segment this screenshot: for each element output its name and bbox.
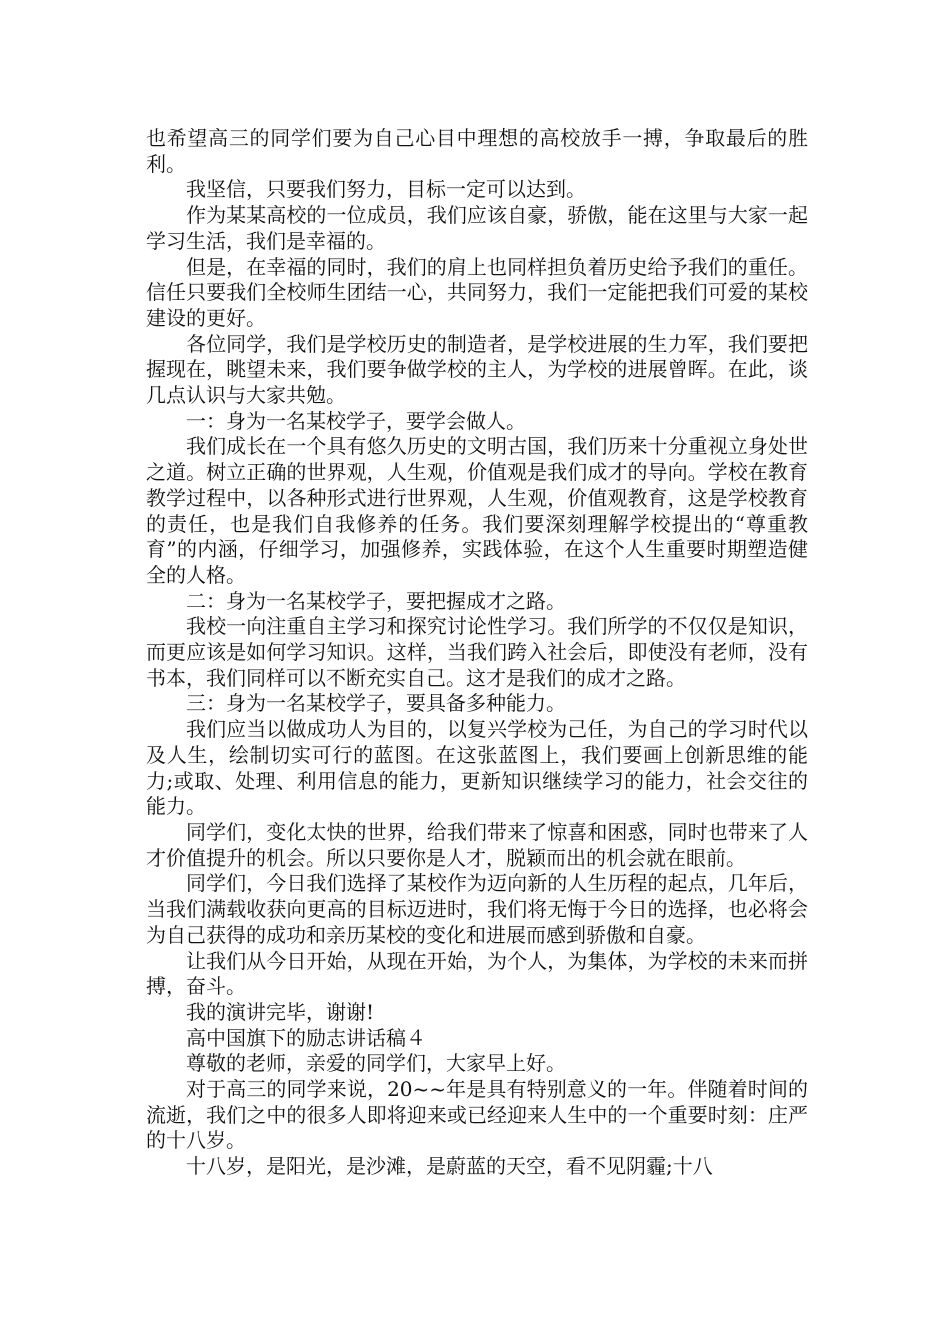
paragraph-1: 也希望高三的同学们要为自己心目中理想的高校放手一搏，争取最后的胜利。 xyxy=(146,126,808,176)
paragraph-14: 让我们从今日开始，从现在开始，为个人，为集体，为学校的未来而拼搏，奋斗。 xyxy=(146,948,808,999)
section-heading-3: 三：身为一名某校学子，要具备多种能力。 xyxy=(186,691,566,716)
paragraph-3: 作为某某高校的一位成员，我们应该自豪，骄傲，能在这里与大家一起学习生活，我们是幸福的。 xyxy=(146,203,808,253)
speech-title-4: 高中国旗下的励志讲话稿４ xyxy=(186,1025,426,1050)
paragraph-12: 同学们，变化太快的世界，给我们带来了惊喜和困惑，同时也带来了人才价值提升的机会。所以只要你是人才，脱颖而出的机会就在眼前。 xyxy=(146,819,808,870)
closing-line: 我的演讲完毕，谢谢! xyxy=(186,999,375,1024)
paragraph-2: 我坚信，只要我们努力，目标一定可以达到。 xyxy=(186,177,586,202)
greeting-line: 尊敬的老师，亲爱的同学们，大家早上好。 xyxy=(186,1051,566,1076)
paragraph-13: 同学们，今日我们选择了某校作为迈向新的人生历程的起点，几年后，当我们满载收获向更高的目标迈进时，我们将无悔于今日的选择，也必将会为自己获得的成功和亲历某校的变化和进展而感到骄傲和自豪。 xyxy=(146,871,808,947)
paragraph-9: 我校一向注重自主学习和探究讨论性学习。我们所学的不仅仅是知识，而更应该是如何学习知识。这样，当我们跨入社会后，即使没有老师，没有书本，我们同样可以不断充实自己。这才是我们的成才之路。 xyxy=(146,614,808,690)
section-heading-2: 二：身为一名某校学子，要把握成才之路。 xyxy=(186,588,566,613)
paragraph-19: 十八岁，是阳光，是沙滩，是蔚蓝的天空，看不见阴霾;十八 xyxy=(186,1154,713,1179)
paragraph-11: 我们应当以做成功人为目的，以复兴学校为己任，为自己的学习时代以及人生，绘制切实可行的蓝图。在这张蓝图上，我们要画上创新思维的能力;或取、处理、利用信息的能力，更新知识继续学习的能力，社会交往的能力。 xyxy=(146,717,808,819)
paragraph-18: 对于高三的同学来说，20~~年是具有特别意义的一年。伴随着时间的流逝，我们之中的很多人即将迎来或已经迎来人生中的一个重要时刻：庄严的十八岁。 xyxy=(146,1077,808,1153)
paragraph-4: 但是，在幸福的同时，我们的肩上也同样担负着历史给予我们的重任。信任只要我们全校师生团结一心，共同努力，我们一定能把我们可爱的某校建设的更好。 xyxy=(146,254,808,330)
section-heading-1: 一：身为一名某校学子，要学会做人。 xyxy=(186,408,526,433)
paragraph-7: 我们成长在一个具有悠久历史的文明古国，我们历来十分重视立身处世之道。树立正确的世界观，人生观，价值观是我们成才的导向。学校在教育教学过程中，以各种形式进行世界观，人生观，价值观教育，这是学校教育的责任，也是我们自我修养的任务。我们要深刻理解学校提出的“尊重教育”的内涵，仔细学习，加强修养，实践体验，在这个人生重要时期塑造健全的人格。 xyxy=(146,434,808,587)
document-page xyxy=(146,126,808,1180)
paragraph-5: 各位同学，我们是学校历史的制造者，是学校进展的生力军，我们要把握现在，眺望未来，我们要争做学校的主人，为学校的进展曾晖。在此，谈几点认识与大家共勉。 xyxy=(146,331,808,408)
